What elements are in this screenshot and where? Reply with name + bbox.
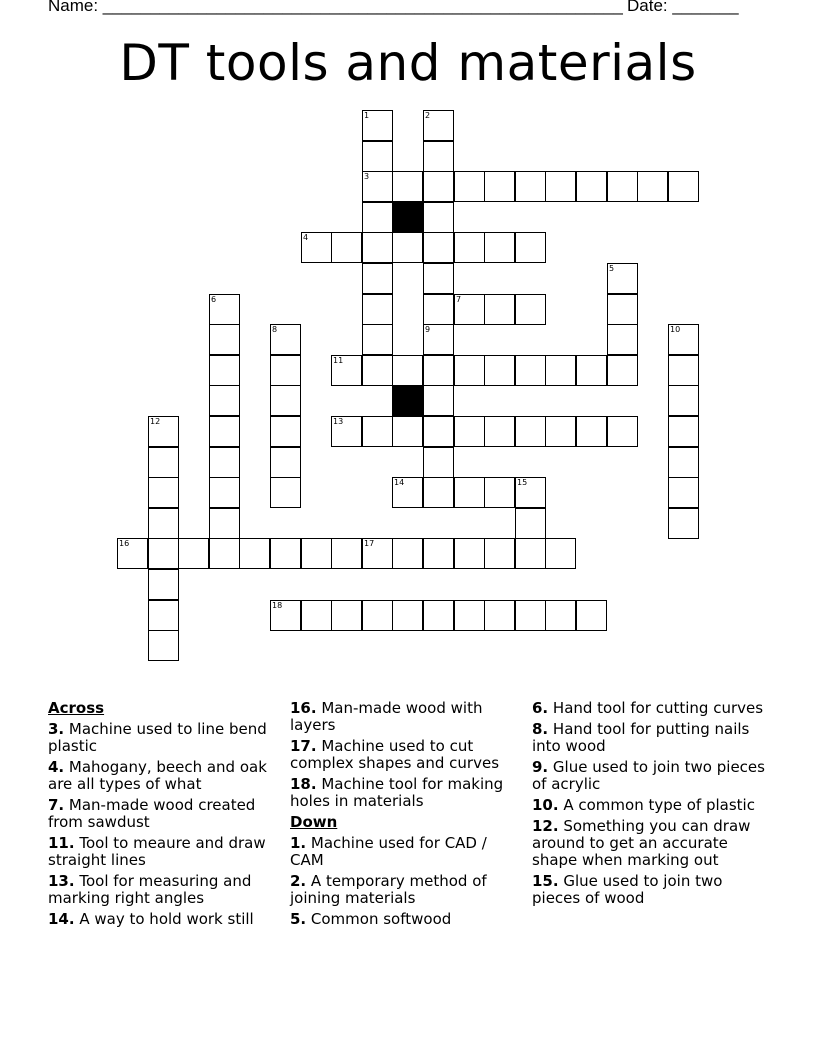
clue-item <box>532 797 767 814</box>
clue-number: 15 <box>517 478 528 487</box>
answer-cell[interactable] <box>454 355 485 386</box>
clue-item <box>48 759 273 793</box>
clue-text: Something you can draw around to get an accurate shape when marking out <box>532 817 751 869</box>
clue-text: Mahogany, beech and oak are all types of what <box>48 758 267 793</box>
answer-cell[interactable] <box>362 141 393 172</box>
clue-item <box>48 721 273 755</box>
clue-number-label: 18. <box>290 775 317 793</box>
clue-number: 9 <box>425 325 431 334</box>
answer-cell[interactable] <box>454 538 485 569</box>
answer-cell[interactable] <box>484 294 515 325</box>
answer-cell[interactable] <box>454 232 485 263</box>
clue-number-label: 17. <box>290 737 317 755</box>
answer-cell[interactable] <box>484 171 515 202</box>
clue-item <box>290 776 520 810</box>
answer-cell[interactable] <box>270 355 301 386</box>
answer-cell[interactable] <box>209 477 240 508</box>
answer-cell[interactable] <box>331 538 362 569</box>
answer-cell[interactable] <box>607 416 638 447</box>
clue-number-label: 7. <box>48 796 65 814</box>
answer-cell[interactable] <box>515 355 546 386</box>
answer-cell[interactable] <box>668 171 699 202</box>
answer-cell[interactable] <box>423 171 454 202</box>
clue-item <box>290 700 520 734</box>
answer-cell[interactable] <box>362 355 393 386</box>
black-cell <box>392 202 423 233</box>
clue-number: 13 <box>333 417 344 426</box>
answer-cell[interactable] <box>270 600 301 631</box>
clue-text: Common softwood <box>306 910 452 928</box>
clue-text: A temporary method of joining materials <box>290 872 487 907</box>
answer-cell[interactable] <box>331 232 362 263</box>
answer-cell[interactable] <box>668 355 699 386</box>
down-heading: Down <box>290 813 338 831</box>
answer-cell[interactable] <box>423 355 454 386</box>
answer-cell[interactable] <box>209 538 240 569</box>
answer-cell[interactable] <box>392 355 423 386</box>
answer-cell[interactable] <box>545 416 576 447</box>
clue-item <box>532 818 767 869</box>
answer-cell[interactable] <box>270 324 301 355</box>
answer-cell[interactable] <box>148 600 179 631</box>
answer-cell[interactable] <box>362 202 393 233</box>
clue-item <box>290 738 520 772</box>
answer-cell[interactable] <box>148 630 179 661</box>
clue-number: 8 <box>272 325 278 334</box>
answer-cell[interactable] <box>515 538 546 569</box>
clue-item <box>48 911 273 928</box>
answer-cell[interactable] <box>392 416 423 447</box>
clue-text: A way to hold work still <box>74 910 254 928</box>
answer-cell[interactable] <box>607 355 638 386</box>
page-title: DT tools and materials <box>119 34 697 92</box>
clue-number-label: 12. <box>532 817 559 835</box>
clue-item <box>290 835 520 869</box>
clue-number: 3 <box>364 172 370 181</box>
answer-cell[interactable] <box>545 171 576 202</box>
answer-cell[interactable] <box>545 538 576 569</box>
answer-cell[interactable] <box>362 416 393 447</box>
clue-text: Glue used to join two pieces of acrylic <box>532 758 765 793</box>
clue-item <box>532 759 767 793</box>
clue-item <box>48 835 273 869</box>
clue-number: 14 <box>394 478 405 487</box>
down-clue-list-continued <box>532 700 767 907</box>
answer-cell[interactable] <box>668 324 699 355</box>
answer-cell[interactable] <box>239 538 270 569</box>
answer-cell[interactable] <box>515 294 546 325</box>
answer-cell[interactable] <box>270 416 301 447</box>
answer-cell[interactable] <box>423 447 454 478</box>
answer-cell[interactable] <box>668 477 699 508</box>
clue-text: Machine tool for making holes in materials <box>290 775 504 810</box>
clue-item <box>290 911 520 928</box>
clue-number-label: 6. <box>532 699 549 717</box>
clue-text: A common type of plastic <box>558 796 755 814</box>
across-clue-list-continued <box>290 700 520 810</box>
answer-cell[interactable] <box>423 263 454 294</box>
clue-number: 4 <box>303 233 309 242</box>
answer-cell[interactable] <box>331 600 362 631</box>
answer-cell[interactable] <box>148 447 179 478</box>
answer-cell[interactable] <box>362 538 393 569</box>
clue-number: 18 <box>272 601 283 610</box>
clue-number-label: 3. <box>48 720 65 738</box>
clue-text: Tool to meaure and draw straight lines <box>48 834 266 869</box>
clue-item <box>532 873 767 907</box>
answer-cell[interactable] <box>209 508 240 539</box>
answer-cell[interactable] <box>362 110 393 141</box>
clue-number-label: 11. <box>48 834 75 852</box>
clue-number: 12 <box>150 417 161 426</box>
answer-cell[interactable] <box>423 324 454 355</box>
clue-number-label: 13. <box>48 872 75 890</box>
answer-cell[interactable] <box>301 600 332 631</box>
answer-cell[interactable] <box>331 355 362 386</box>
answer-cell[interactable] <box>607 263 638 294</box>
clue-number: 16 <box>119 539 130 548</box>
answer-cell[interactable] <box>668 416 699 447</box>
clue-number-label: 14. <box>48 910 75 928</box>
clue-number-label: 5. <box>290 910 307 928</box>
clue-text: Machine used for CAD / CAM <box>290 834 487 869</box>
answer-cell[interactable] <box>576 600 607 631</box>
answer-cell[interactable] <box>117 538 148 569</box>
clue-number: 10 <box>670 325 681 334</box>
across-heading: Across <box>48 699 105 717</box>
answer-cell[interactable] <box>148 416 179 447</box>
clue-text: Tool for measuring and marking right angles <box>48 872 252 907</box>
answer-cell[interactable] <box>178 538 209 569</box>
answer-cell[interactable] <box>209 447 240 478</box>
answer-cell[interactable] <box>209 324 240 355</box>
answer-cell[interactable] <box>423 385 454 416</box>
answer-cell[interactable] <box>515 600 546 631</box>
answer-cell[interactable] <box>331 416 362 447</box>
answer-cell[interactable] <box>515 416 546 447</box>
answer-cell[interactable] <box>637 171 668 202</box>
answer-cell[interactable] <box>362 600 393 631</box>
clue-item <box>532 721 767 755</box>
answer-cell[interactable] <box>209 294 240 325</box>
across-clue-list <box>48 721 273 928</box>
clues-column-3 <box>532 700 767 911</box>
answer-cell[interactable] <box>392 477 423 508</box>
clue-number-label: 15. <box>532 872 559 890</box>
answer-cell[interactable] <box>362 171 393 202</box>
answer-cell[interactable] <box>270 538 301 569</box>
clue-number-label: 4. <box>48 758 65 776</box>
answer-cell[interactable] <box>392 232 423 263</box>
answer-cell[interactable] <box>668 508 699 539</box>
answer-cell[interactable] <box>301 232 332 263</box>
answer-cell[interactable] <box>148 538 179 569</box>
clue-number: 11 <box>333 356 344 365</box>
clue-number-label: 16. <box>290 699 317 717</box>
clue-number-label: 10. <box>532 796 559 814</box>
answer-cell[interactable] <box>362 232 393 263</box>
clue-number: 1 <box>364 111 370 120</box>
answer-cell[interactable] <box>423 202 454 233</box>
answer-cell[interactable] <box>484 538 515 569</box>
down-clue-list <box>290 835 520 928</box>
answer-cell[interactable] <box>301 538 332 569</box>
clue-item <box>290 873 520 907</box>
answer-cell[interactable] <box>392 600 423 631</box>
clue-number-label: 1. <box>290 834 307 852</box>
answer-cell[interactable] <box>515 477 546 508</box>
answer-cell[interactable] <box>454 171 485 202</box>
answer-cell[interactable] <box>423 600 454 631</box>
answer-cell[interactable] <box>270 477 301 508</box>
clue-text: Hand tool for putting nails into wood <box>532 720 750 755</box>
answer-cell[interactable] <box>484 600 515 631</box>
answer-cell[interactable] <box>607 171 638 202</box>
answer-cell[interactable] <box>209 355 240 386</box>
clue-number: 5 <box>609 264 615 273</box>
clue-number-label: 2. <box>290 872 307 890</box>
answer-cell[interactable] <box>454 294 485 325</box>
answer-cell[interactable] <box>362 324 393 355</box>
clue-text: Machine used to cut complex shapes and curves <box>290 737 500 772</box>
answer-cell[interactable] <box>423 110 454 141</box>
answer-cell[interactable] <box>515 171 546 202</box>
answer-cell[interactable] <box>148 477 179 508</box>
answer-cell[interactable] <box>423 538 454 569</box>
clue-item <box>48 873 273 907</box>
answer-cell[interactable] <box>484 355 515 386</box>
answer-cell[interactable] <box>454 416 485 447</box>
clue-text: Man-made wood with layers <box>290 699 483 734</box>
clue-number-label: 8. <box>532 720 549 738</box>
answer-cell[interactable] <box>545 600 576 631</box>
answer-cell[interactable] <box>576 416 607 447</box>
answer-cell[interactable] <box>668 447 699 478</box>
answer-cell[interactable] <box>484 416 515 447</box>
answer-cell[interactable] <box>545 355 576 386</box>
answer-cell[interactable] <box>454 477 485 508</box>
answer-cell[interactable] <box>148 508 179 539</box>
clue-number: 2 <box>425 111 431 120</box>
clue-text: Glue used to join two pieces of wood <box>532 872 723 907</box>
answer-cell[interactable] <box>607 294 638 325</box>
clues-column-2 <box>290 700 520 932</box>
date-field[interactable]: Date: _______ <box>627 0 739 15</box>
answer-cell[interactable] <box>392 171 423 202</box>
clue-number: 6 <box>211 295 217 304</box>
name-field[interactable]: Name: _______________________________________________________ <box>48 0 623 15</box>
clue-item <box>48 797 273 831</box>
answer-cell[interactable] <box>270 385 301 416</box>
answer-cell[interactable] <box>484 477 515 508</box>
answer-cell[interactable] <box>576 355 607 386</box>
answer-cell[interactable] <box>515 508 546 539</box>
black-cell <box>392 385 423 416</box>
answer-cell[interactable] <box>209 385 240 416</box>
answer-cell[interactable] <box>362 294 393 325</box>
answer-cell[interactable] <box>484 232 515 263</box>
answer-cell[interactable] <box>423 294 454 325</box>
clue-text: Man-made wood created from sawdust <box>48 796 256 831</box>
answer-cell[interactable] <box>423 416 454 447</box>
answer-cell[interactable] <box>607 324 638 355</box>
answer-cell[interactable] <box>148 569 179 600</box>
answer-cell[interactable] <box>392 538 423 569</box>
clues-column-1 <box>48 700 273 932</box>
answer-cell[interactable] <box>423 477 454 508</box>
answer-cell[interactable] <box>423 232 454 263</box>
answer-cell[interactable] <box>576 171 607 202</box>
answer-cell[interactable] <box>454 600 485 631</box>
clue-number: 7 <box>456 295 462 304</box>
answer-cell[interactable] <box>668 385 699 416</box>
clue-text: Machine used to line bend plastic <box>48 720 267 755</box>
answer-cell[interactable] <box>362 263 393 294</box>
clue-item <box>532 700 767 717</box>
answer-cell[interactable] <box>270 447 301 478</box>
clue-number-label: 9. <box>532 758 549 776</box>
clue-text: Hand tool for cutting curves <box>548 699 764 717</box>
answer-cell[interactable] <box>515 232 546 263</box>
clue-number: 17 <box>364 539 375 548</box>
answer-cell[interactable] <box>209 416 240 447</box>
answer-cell[interactable] <box>423 141 454 172</box>
